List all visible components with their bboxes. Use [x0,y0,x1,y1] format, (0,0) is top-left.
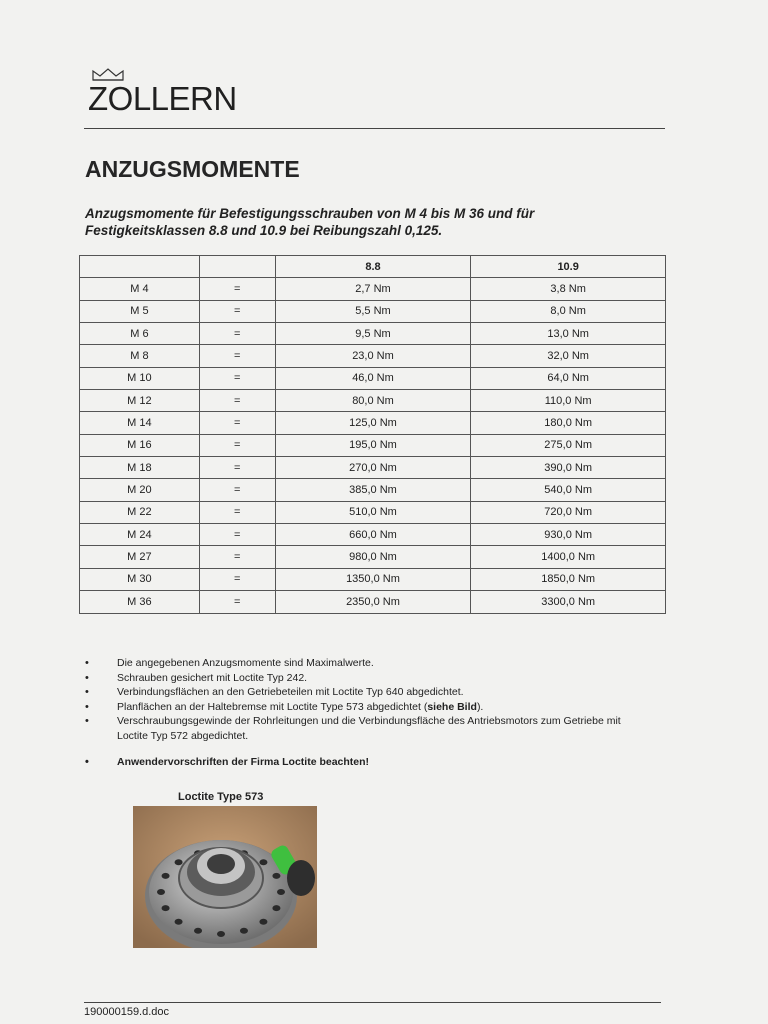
table-cell: 660,0 Nm [275,524,471,546]
table-row [80,434,666,456]
table-row [80,345,666,367]
table-cell: = [199,367,275,389]
note-emphasis: siehe Bild [427,700,477,713]
notes-list [82,656,642,770]
table-header-cell [80,256,200,278]
table-row [80,546,666,568]
table-cell: 510,0 Nm [275,501,471,523]
footer-docname: 190000159.d.doc [84,1006,170,1018]
table-cell: 5,5 Nm [275,300,471,322]
table-row [80,501,666,523]
table-row [80,300,666,322]
table-cell: M 4 [80,278,200,300]
table-cell: 110,0 Nm [471,390,666,412]
table-cell: = [199,568,275,590]
table-row [80,457,666,479]
table-cell: 2350,0 Nm [275,591,471,613]
table-cell: M 18 [80,457,200,479]
table-cell: M 27 [80,546,200,568]
table-cell: 9,5 Nm [275,323,471,345]
table-cell: = [199,278,275,300]
table-cell: 3,8 Nm [471,278,666,300]
table-cell: 540,0 Nm [471,479,666,501]
page-subtitle: Anzugsmomente für Befestigungsschrauben von M 4 bis M 36 und für Festigkeitsklassen 8.8 und 10.9 bei Reibungszahl 0,125. [85,206,535,238]
table-header-cell: 10.9 [471,256,666,278]
table-cell: 385,0 Nm [275,479,471,501]
table-row [80,568,666,590]
table-cell: 125,0 Nm [275,412,471,434]
table-cell: M 8 [80,345,200,367]
logo-text: ZOLLERN [88,80,237,117]
list-item: • Die angegebenen Anzugsmomente sind Maximalwerte. [82,656,642,671]
table-row [80,323,666,345]
table-cell: 195,0 Nm [275,434,471,456]
list-item [82,700,642,715]
zollern-logo [88,68,278,118]
list-item: • Verschraubungsgewinde der Rohrleitungen und die Verbindungsfläche des Antriebsmotors zum Getriebe mit Loctite Typ 572 abgedichtet. [82,714,642,743]
table-cell: 46,0 Nm [275,367,471,389]
table-cell: 180,0 Nm [471,412,666,434]
table-row [80,278,666,300]
table-cell: 1400,0 Nm [471,546,666,568]
table-cell: M 36 [80,591,200,613]
table-header-cell: 8.8 [275,256,471,278]
table-cell: M 5 [80,300,200,322]
table-cell: = [199,457,275,479]
table-cell: M 24 [80,524,200,546]
table-cell: 80,0 Nm [275,390,471,412]
table-cell: M 30 [80,568,200,590]
table-cell: = [199,479,275,501]
table-cell: 1850,0 Nm [471,568,666,590]
table-cell: = [199,412,275,434]
note-text: ). [476,700,484,713]
table-cell: 1350,0 Nm [275,568,471,590]
brake-photo [133,806,317,948]
table-cell: M 12 [80,390,200,412]
table-cell: 270,0 Nm [275,457,471,479]
table-row [80,412,666,434]
table-cell: = [199,345,275,367]
table-header-row [80,256,666,278]
table-cell: M 14 [80,412,200,434]
table-cell: 390,0 Nm [471,457,666,479]
footer-divider [84,1002,661,1003]
table-cell: 23,0 Nm [275,345,471,367]
table-cell: = [199,300,275,322]
table-cell: 980,0 Nm [275,546,471,568]
table-cell: 275,0 Nm [471,434,666,456]
torque-table [79,255,666,614]
table-cell: = [199,434,275,456]
table-cell: 3300,0 Nm [471,591,666,613]
table-row [80,591,666,613]
table-cell: = [199,546,275,568]
table-cell: = [199,524,275,546]
table-header-cell [199,256,275,278]
table-cell: M 10 [80,367,200,389]
table-row [80,390,666,412]
list-item: • Verbindungsflächen an den Getriebeteilen mit Loctite Typ 640 abgedichtet. [82,685,642,700]
table-cell: = [199,390,275,412]
list-item: • Schrauben gesichert mit Loctite Typ 242. [82,671,642,686]
table-cell: M 6 [80,323,200,345]
table-cell: = [199,501,275,523]
table-row [80,367,666,389]
photo-caption: Loctite Type 573 [178,791,264,803]
table-cell: 930,0 Nm [471,524,666,546]
page-title: ANZUGSMOMENTE [85,156,300,182]
header-divider [84,128,665,129]
table-row [80,524,666,546]
note-text: Planflächen an der Haltebremse mit Loctite Type 573 abgedichtet ( [117,700,428,713]
table-cell: 720,0 Nm [471,501,666,523]
table-cell: 13,0 Nm [471,323,666,345]
list-item: • Anwendervorschriften der Firma Loctite beachten! [82,755,642,770]
table-row [80,479,666,501]
table-cell: = [199,323,275,345]
table-cell: M 22 [80,501,200,523]
table-cell: M 20 [80,479,200,501]
table-cell: 2,7 Nm [275,278,471,300]
table-cell: = [199,591,275,613]
table-cell: 64,0 Nm [471,367,666,389]
table-cell: 8,0 Nm [471,300,666,322]
table-cell: M 16 [80,434,200,456]
table-cell: 32,0 Nm [471,345,666,367]
